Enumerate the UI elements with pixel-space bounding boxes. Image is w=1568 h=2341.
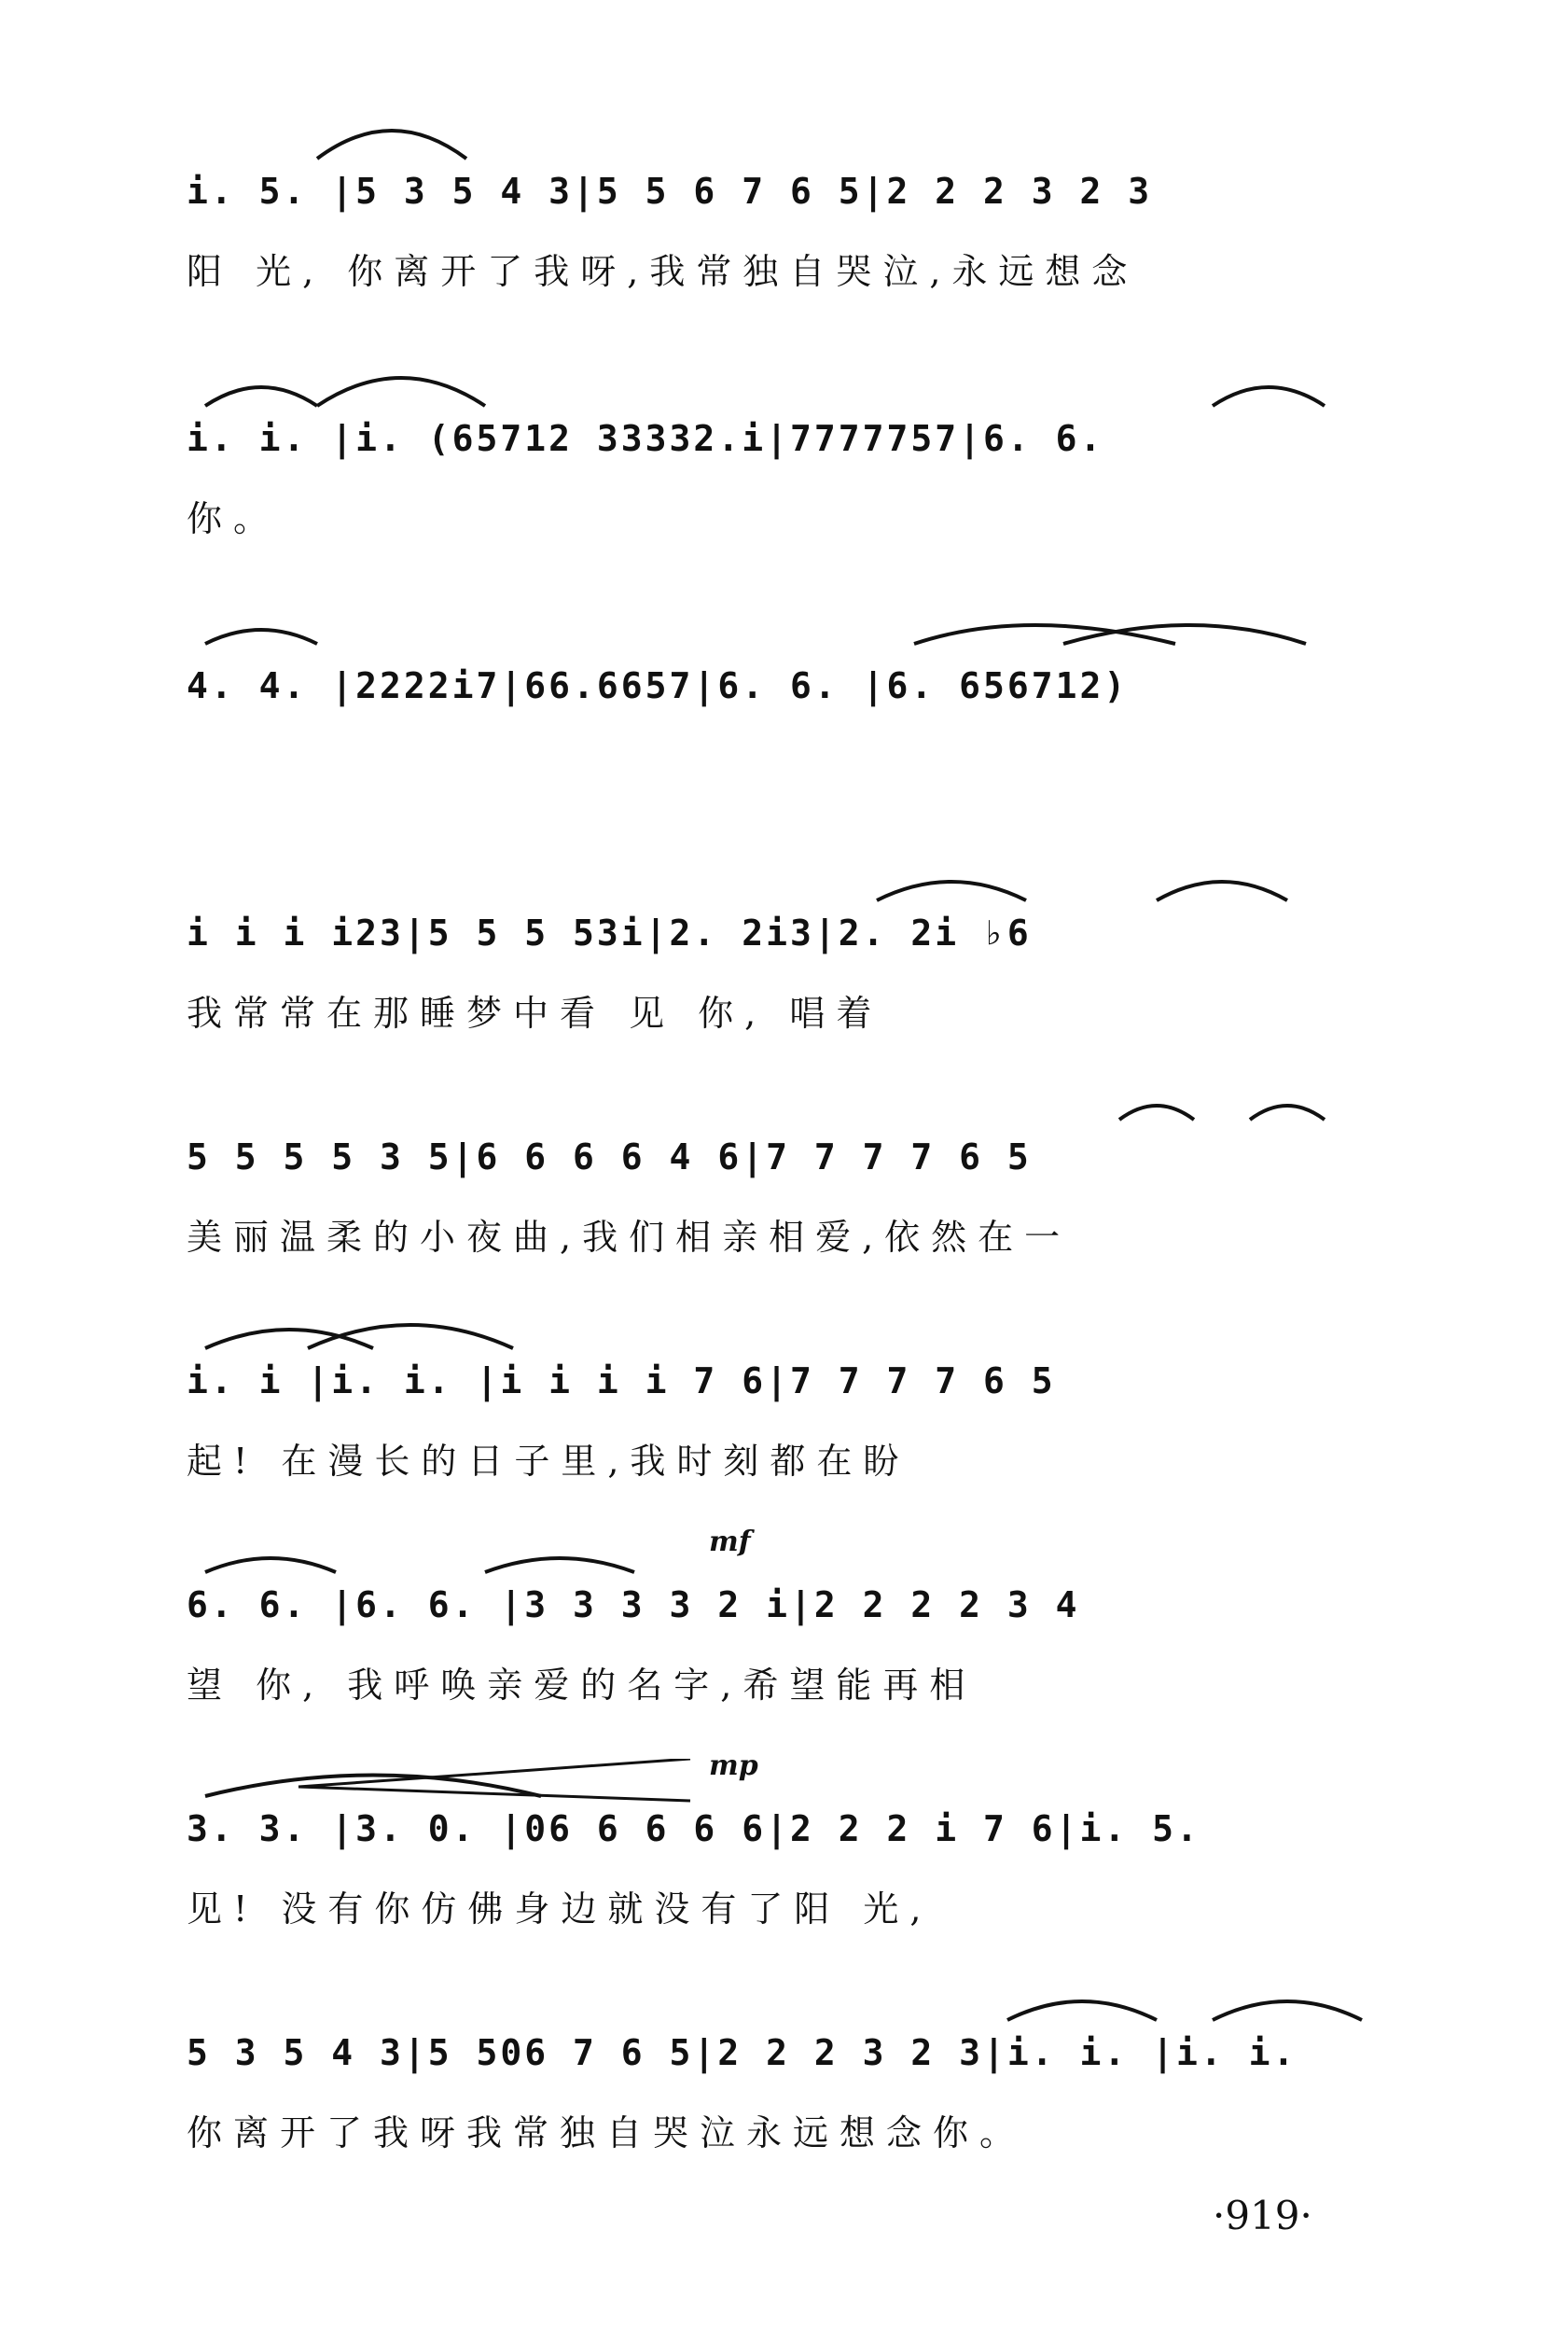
dynamic-marking: mf: [709, 1526, 751, 1558]
notation-line: 3. 3. |3. 0. |06 6 6 6 6|2 2 2 i 7 6|i. 5.: [187, 1808, 1200, 1849]
notation-line: 5 5 5 5 3 5|6 6 6 6 4 6|7 7 7 7 6 5: [187, 1136, 1032, 1177]
lyrics-line: 望 你, 我呼唤亲爱的名字,希望能再相: [187, 1665, 977, 1706]
notation-line: 4. 4. |2222i7|66.6657|6. 6. |6. 656712): [187, 665, 1129, 706]
page-number: ·919·: [1213, 2193, 1312, 2238]
lyrics-line: 美丽温柔的小夜曲,我们相亲相爱,依然在一: [187, 1217, 1072, 1258]
notation-line: 5 3 5 4 3|5 506 7 6 5|2 2 2 3 2 3|i. i. |i. i.: [187, 2032, 1297, 2073]
notation-line: i i i i23|5 5 5 53i|2. 2i3|2. 2i ♭6: [187, 913, 1032, 954]
lyrics-line: 我常常在那睡梦中看 见 你, 唱着: [187, 993, 883, 1034]
notation-line: i. i. |i. (65712 33332.i|7777757|6. 6.: [187, 418, 1104, 459]
slur-marks: [187, 1983, 1474, 2123]
slur-marks: [187, 1759, 1474, 1899]
dynamic-marking: mp: [709, 1749, 758, 1782]
lyrics-line: 阳 光, 你离开了我呀,我常独自哭泣,永远想念: [187, 251, 1139, 292]
slur-marks: [187, 863, 1474, 1003]
lyrics-line: 见! 没有你仿佛身边就没有了阳 光,: [187, 1888, 933, 1930]
notation-line: i. i |i. i. |i i i i 7 6|7 7 7 7 6 5: [187, 1360, 1056, 1401]
lyrics-line: 你。: [187, 498, 281, 539]
slur-marks: [187, 1087, 1474, 1227]
slur-marks: [187, 369, 1474, 509]
notation-line: i. 5. |5 3 5 4 3|5 5 6 7 6 5|2 2 2 3 2 3: [187, 171, 1153, 212]
lyrics-line: 你离开了我呀我常独自哭泣永远想念你。: [187, 2112, 1027, 2153]
slur-marks: [187, 121, 1474, 261]
slur-marks: [187, 1535, 1474, 1675]
notation-line: 6. 6. |6. 6. |3 3 3 3 2 i|2 2 2 2 3 4: [187, 1584, 1080, 1625]
slur-marks: [187, 616, 1474, 756]
slur-marks: [187, 1311, 1474, 1451]
lyrics-line: 起! 在漫长的日子里,我时刻都在盼: [187, 1441, 910, 1482]
